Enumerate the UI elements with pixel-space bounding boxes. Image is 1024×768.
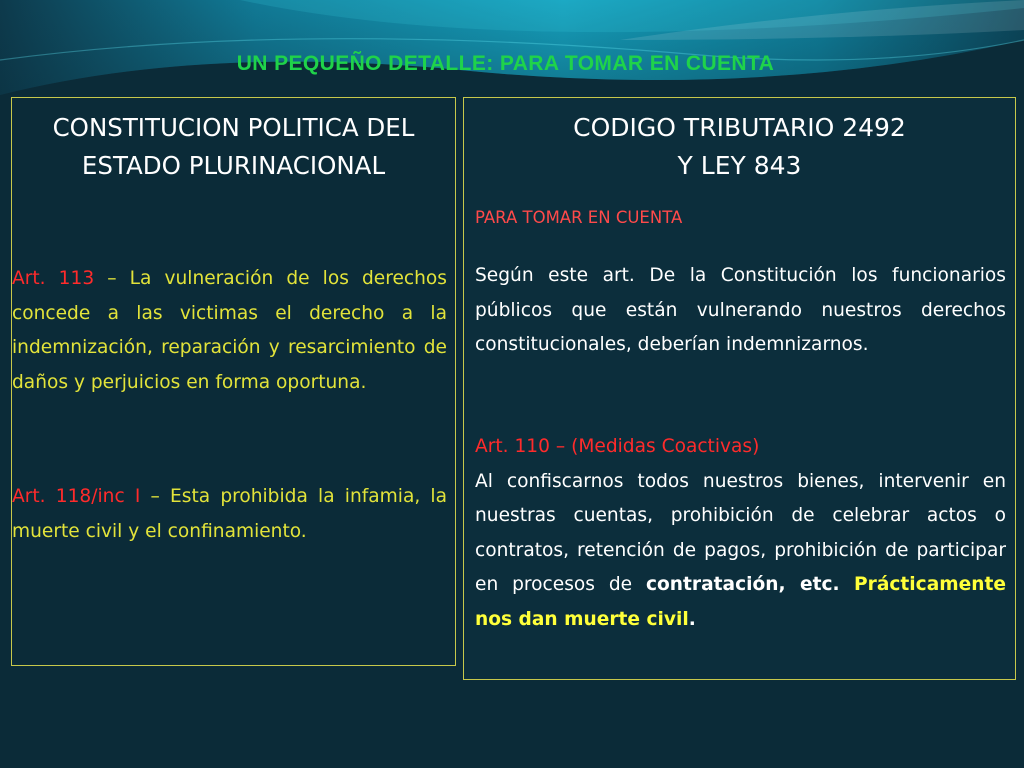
constitution-panel [11,97,456,666]
article-110-bold-text: contratación, etc. [646,574,840,596]
article-118-text: Esta prohibida la infamia, la muerte civil y el confinamiento. [12,486,447,542]
tax-code-heading [464,109,1015,185]
tax-code-heading-line1: CODIGO TRIBUTARIO 2492 [573,113,906,142]
tax-code-heading-line2: Y LEY 843 [677,151,802,180]
article-113-dash: – [94,268,130,289]
take-into-account-note: PARA TOMAR EN CUENTA [475,208,683,227]
tax-code-panel [463,97,1016,680]
constitution-reference-paragraph: Según este art. De la Constitución los funcionarios públicos que están vulnerando nuestros derechos constitucionales, deberían indemnizarnos. [475,265,1006,356]
article-110-end: . [688,608,696,630]
constitution-heading [12,109,455,185]
article-110-paragraph [475,430,1006,638]
constitution-heading-line1: CONSTITUCION POLITICA DEL [52,113,415,142]
article-118-label: Art. 118/inc I [12,486,141,507]
article-113-label: Art. 113 [12,268,95,289]
slide-title: UN PEQUEÑO DETALLE: PARA TOMAR EN CUENTA [236,52,775,75]
article-118-dash: – [140,486,171,507]
article-113-text: La vulneración de los derechos concede a las victimas el derecho a la indemnización, reparación y resarcimiento de daños y perjuicios en forma oportuna. [12,268,447,393]
article-110-text: Al confiscarnos todos nuestros bienes, intervenir en nuestras cuentas, prohibición de celebrar actos o contratos, retención de pagos, prohibición de participar en procesos de [475,470,1006,596]
article-110-label: Art. 110 – (Medidas Coactivas) [475,436,760,457]
article-118-paragraph [12,480,447,549]
article-113-paragraph [12,262,447,400]
article-110-highlight-text: Prácticamente nos dan muerte civil [475,574,1006,630]
constitution-heading-line2: ESTADO PLURINACIONAL [81,151,386,180]
